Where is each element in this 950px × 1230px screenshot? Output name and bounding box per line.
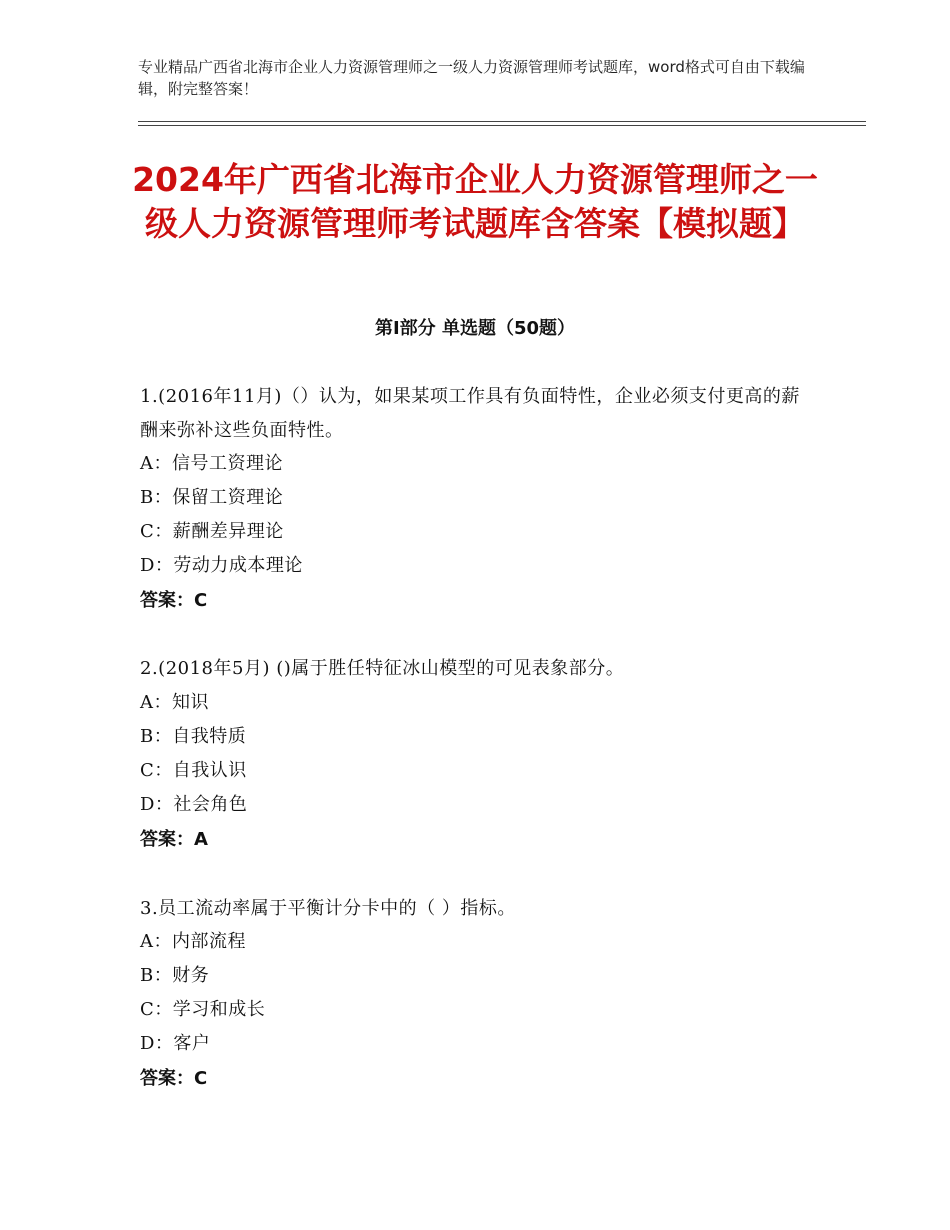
question-2-text: 2.(2018年5月) ()属于胜任特征冰山模型的可见表象部分。 bbox=[140, 658, 625, 679]
question-2-option-a: A：知识 bbox=[140, 692, 209, 713]
question-3-option-b: B：财务 bbox=[140, 965, 210, 986]
question-1-answer: 答案：C bbox=[140, 590, 208, 611]
question-2-option-c: C：自我认识 bbox=[140, 760, 247, 781]
question-1-text: 1.(2016年11月)（）认为，如果某项工作具有负面特性，企业必须支付更高的薪酬来弥补这些负面特性。 bbox=[140, 386, 800, 441]
question-3-option-a: A：内部流程 bbox=[140, 931, 246, 952]
header-divider-second bbox=[138, 125, 866, 126]
question-2-answer: 答案：A bbox=[140, 829, 208, 850]
question-3-text: 3.员工流动率属于平衡计分卡中的（ ）指标。 bbox=[140, 898, 516, 919]
question-3-option-d: D：客户 bbox=[140, 1033, 211, 1054]
question-3-option-c: C：学习和成长 bbox=[140, 999, 266, 1020]
question-2-option-b: B：自我特质 bbox=[140, 726, 247, 747]
question-1-option-c: C：薪酬差异理论 bbox=[140, 521, 284, 542]
question-1-option-a: A：信号工资理论 bbox=[140, 453, 283, 474]
question-3-answer: 答案：C bbox=[140, 1068, 208, 1089]
document-title: 2024年广西省北海市企业人力资源管理师之一级人力资源管理师考试题库含答案【模拟题】 bbox=[132, 160, 818, 243]
header-divider bbox=[138, 121, 866, 122]
question-1-option-b: B：保留工资理论 bbox=[140, 487, 284, 508]
question-1-option-d: D：劳动力成本理论 bbox=[140, 555, 303, 576]
question-2-option-d: D：社会角色 bbox=[140, 794, 248, 815]
header-note: 专业精品广西省北海市企业人力资源管理师之一级人力资源管理师考试题库，word格式可自由下载编辑，附完整答案！ bbox=[138, 58, 805, 98]
section-heading: 第Ⅰ部分 单选题（50题） bbox=[374, 318, 575, 339]
